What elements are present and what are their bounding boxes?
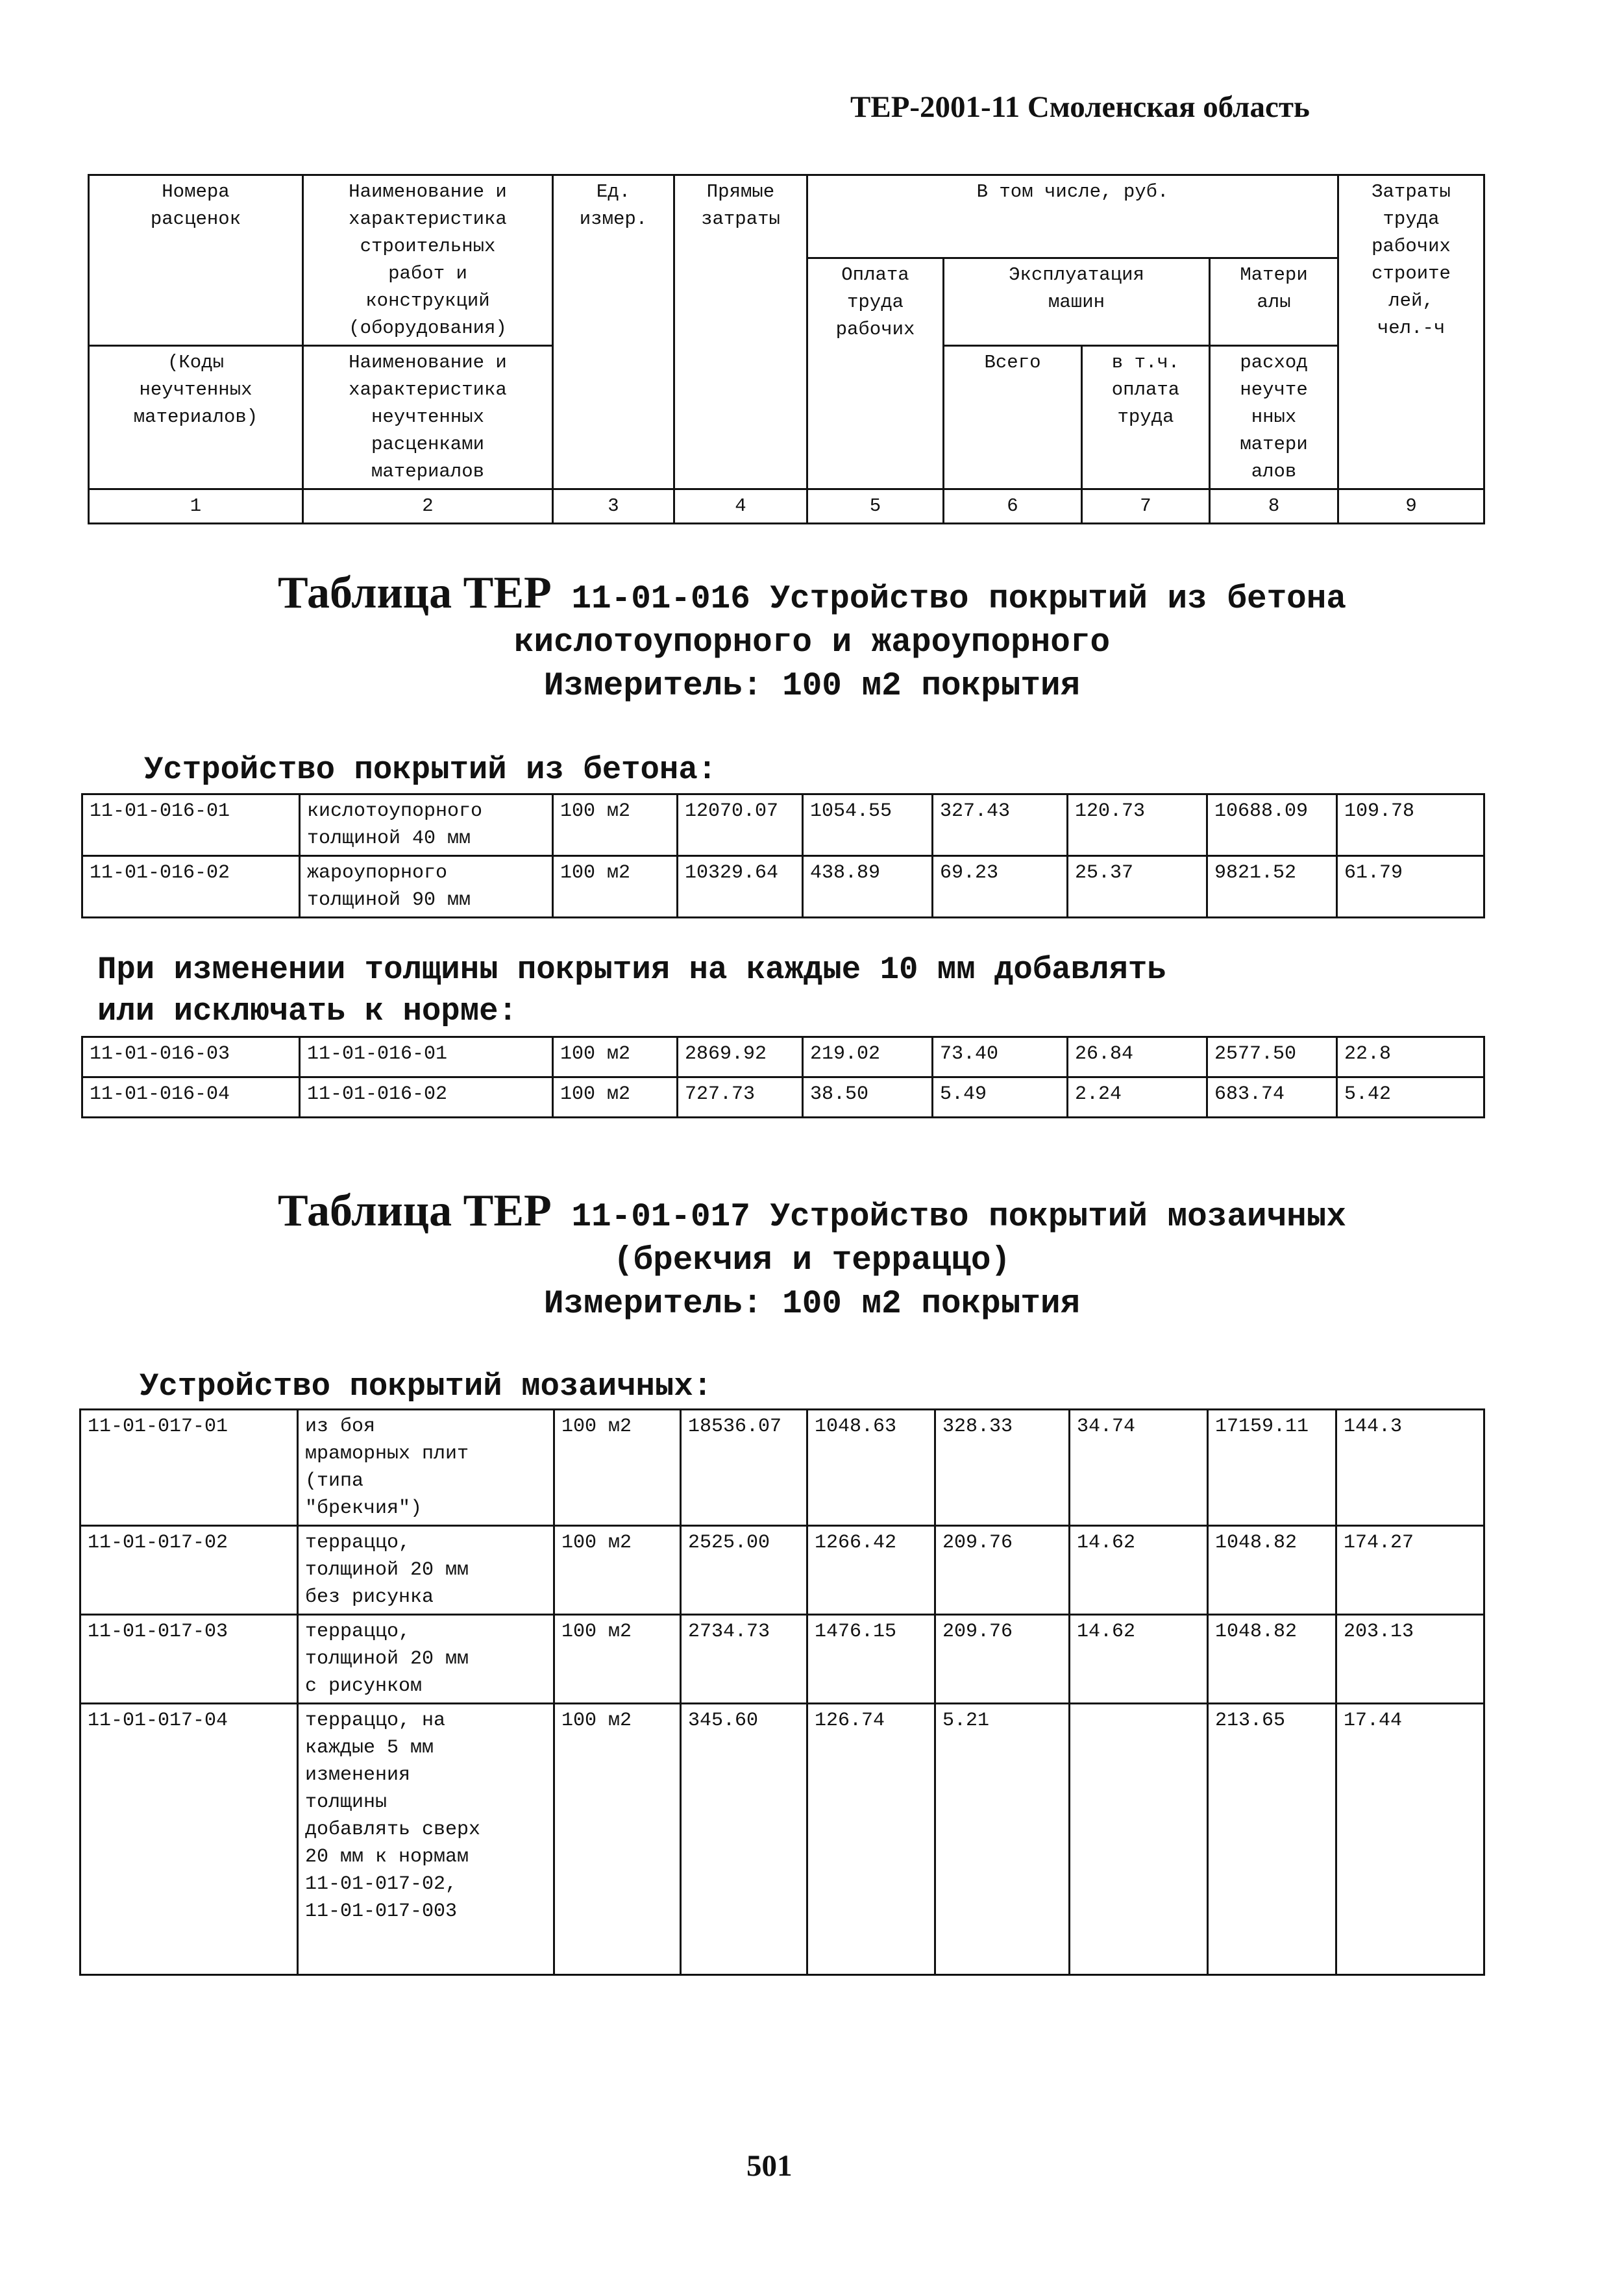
rate-code: 11-01-017-01 (80, 1410, 298, 1526)
materials-cell: 2577.50 (1207, 1037, 1337, 1077)
machines-wages-cell: 25.37 (1068, 856, 1207, 918)
table-017-title (0, 1186, 1624, 1326)
machines-total-cell: 69.23 (933, 856, 1068, 918)
table-row (80, 1704, 1484, 1975)
rate-code: 11-01-017-04 (80, 1704, 298, 1975)
machines-wages-cell: 2.24 (1068, 1077, 1207, 1118)
rate-code: 11-01-016-01 (82, 794, 300, 856)
machines-total-cell: 5.21 (935, 1704, 1070, 1975)
table-016 (81, 793, 1485, 918)
section-heading: Устройство покрытий мозаичных: (140, 1368, 713, 1405)
work-description: жароупорного толщиной 90 мм (300, 856, 553, 918)
column-number: 5 (807, 489, 944, 524)
table-title-line: 11-01-017 Устройство покрытий мозаичных (571, 1199, 1346, 1236)
rate-code: 11-01-016-02 (82, 856, 300, 918)
unit-cell: 100 м2 (554, 1410, 681, 1526)
machines-total-cell: 209.76 (935, 1526, 1070, 1615)
labor-cell: 203.13 (1336, 1615, 1484, 1704)
machines-wages-cell: 26.84 (1068, 1037, 1207, 1077)
column-number: 3 (553, 489, 674, 524)
direct-costs-cell: 2869.92 (678, 1037, 803, 1077)
labor-cell: 22.8 (1337, 1037, 1484, 1077)
direct-costs-cell: 2525.00 (681, 1526, 807, 1615)
materials-cell: 10688.09 (1207, 794, 1337, 856)
machines-wages-cell: 14.62 (1070, 1526, 1208, 1615)
section-heading: Устройство покрытий из бетона: (144, 752, 717, 788)
table-title-prefix: Таблица ТЕР (278, 1186, 552, 1236)
table-row (82, 794, 1484, 856)
column-number: 7 (1082, 489, 1210, 524)
table-row (82, 856, 1484, 918)
materials-cell: 17159.11 (1208, 1410, 1336, 1526)
materials-cell: 1048.82 (1208, 1526, 1336, 1615)
header-labor-costs: Затраты труда рабочих строите лей, чел.-ч (1338, 175, 1484, 489)
column-number: 6 (944, 489, 1082, 524)
work-description: из боя мраморных плит (типа "брекчия") (298, 1410, 554, 1526)
table-title-prefix: Таблица ТЕР (278, 568, 552, 618)
wages-cell: 1048.63 (807, 1410, 935, 1526)
base-rate-code: 11-01-016-01 (300, 1037, 553, 1077)
direct-costs-cell: 727.73 (678, 1077, 803, 1118)
wages-cell: 1266.42 (807, 1526, 935, 1615)
rate-code: 11-01-017-03 (80, 1615, 298, 1704)
table-row (82, 1077, 1484, 1118)
header-wages: Оплата труда рабочих (807, 258, 944, 489)
unit-cell: 100 м2 (554, 1704, 681, 1975)
page-number: 501 (746, 2149, 793, 2183)
table-016-title (0, 568, 1624, 708)
header-materials: Матери алы (1210, 258, 1338, 346)
labor-cell: 5.42 (1337, 1077, 1484, 1118)
machines-total-cell: 209.76 (935, 1615, 1070, 1704)
column-number: 4 (674, 489, 807, 524)
header-work-name: Наименование и характеристика строительных работ и конструкций (оборудования) (303, 175, 553, 346)
machines-total-cell: 327.43 (933, 794, 1068, 856)
wages-cell: 219.02 (803, 1037, 933, 1077)
work-description: кислотоупорного толщиной 40 мм (300, 794, 553, 856)
direct-costs-cell: 10329.64 (678, 856, 803, 918)
materials-cell: 1048.82 (1208, 1615, 1336, 1704)
table-row (80, 1615, 1484, 1704)
machines-total-cell: 328.33 (935, 1410, 1070, 1526)
table-title-line: (брекчия и терраццо) (613, 1242, 1011, 1279)
direct-costs-cell: 12070.07 (678, 794, 803, 856)
table-title-line: 11-01-016 Устройство покрытий из бетона (571, 581, 1346, 618)
header-material-names: Наименование и характеристика неучтенных расценками материалов (303, 346, 553, 489)
materials-cell: 213.65 (1208, 1704, 1336, 1975)
labor-cell: 61.79 (1337, 856, 1484, 918)
unit-cell: 100 м2 (553, 1077, 678, 1118)
rate-code: 11-01-016-03 (82, 1037, 300, 1077)
wages-cell: 38.50 (803, 1077, 933, 1118)
machines-wages-cell: 34.74 (1070, 1410, 1208, 1526)
table-row (82, 1037, 1484, 1077)
work-description: терраццо, толщиной 20 мм без рисунка (298, 1526, 554, 1615)
running-title: ТЕР-2001-11 Смоленская область (850, 90, 1310, 124)
unit-cell: 100 м2 (553, 794, 678, 856)
column-number: 8 (1210, 489, 1338, 524)
rate-code: 11-01-017-02 (80, 1526, 298, 1615)
wages-cell: 1054.55 (803, 794, 933, 856)
unit-cell: 100 м2 (554, 1615, 681, 1704)
header-unit: Ед. измер. (553, 175, 674, 489)
unit-cell: 100 м2 (553, 1037, 678, 1077)
column-number: 1 (89, 489, 303, 524)
table-title-line: кислотоупорного и жароупорного (513, 624, 1111, 661)
header-machines-total: Всего (944, 346, 1082, 489)
labor-cell: 174.27 (1336, 1526, 1484, 1615)
note-line: или исключать к норме: (97, 993, 517, 1029)
materials-cell: 9821.52 (1207, 856, 1337, 918)
header-direct-costs: Прямые затраты (674, 175, 807, 489)
unit-cell: 100 м2 (553, 856, 678, 918)
wages-cell: 1476.15 (807, 1615, 935, 1704)
table-017 (79, 1408, 1485, 1976)
table-row (80, 1410, 1484, 1526)
rate-code: 11-01-016-04 (82, 1077, 300, 1118)
machines-wages-cell: 14.62 (1070, 1615, 1208, 1704)
machines-total-cell: 73.40 (933, 1037, 1068, 1077)
wages-cell: 126.74 (807, 1704, 935, 1975)
table-row (80, 1526, 1484, 1615)
unit-cell: 100 м2 (554, 1526, 681, 1615)
adjustment-note (97, 949, 1166, 1032)
column-number: 9 (1338, 489, 1484, 524)
header-machine-operation: Эксплуатация машин (944, 258, 1210, 346)
machines-wages-cell (1070, 1704, 1208, 1975)
base-rate-code: 11-01-016-02 (300, 1077, 553, 1118)
column-number: 2 (303, 489, 553, 524)
labor-cell: 17.44 (1336, 1704, 1484, 1975)
header-including-group: В том числе, руб. (807, 175, 1338, 258)
table-016-adjustments (81, 1036, 1485, 1118)
wages-cell: 438.89 (803, 856, 933, 918)
header-empty-cell (89, 258, 303, 346)
labor-cell: 109.78 (1337, 794, 1484, 856)
column-header-table (88, 174, 1485, 524)
machines-total-cell: 5.49 (933, 1077, 1068, 1118)
header-machines-wages: в т.ч. оплата труда (1082, 346, 1210, 489)
direct-costs-cell: 2734.73 (681, 1615, 807, 1704)
header-material-codes: (Коды неучтенных материалов) (89, 346, 303, 489)
machines-wages-cell: 120.73 (1068, 794, 1207, 856)
direct-costs-cell: 18536.07 (681, 1410, 807, 1526)
labor-cell: 144.3 (1336, 1410, 1484, 1526)
table-measure: Измеритель: 100 м2 покрытия (543, 668, 1081, 705)
header-material-consumption: расход неучте нных матери алов (1210, 346, 1338, 489)
direct-costs-cell: 345.60 (681, 1704, 807, 1975)
materials-cell: 683.74 (1207, 1077, 1337, 1118)
table-measure: Измеритель: 100 м2 покрытия (543, 1286, 1081, 1323)
work-description: терраццо, толщиной 20 мм с рисунком (298, 1615, 554, 1704)
note-line: При изменении толщины покрытия на каждые 10 мм добавлять (97, 952, 1166, 988)
work-description: терраццо, на каждые 5 мм изменения толщины добавлять сверх 20 мм к нормам 11-01-017-02, 11-01-017-003 (298, 1704, 554, 1975)
header-rate-numbers: Номера расценок (89, 175, 303, 258)
